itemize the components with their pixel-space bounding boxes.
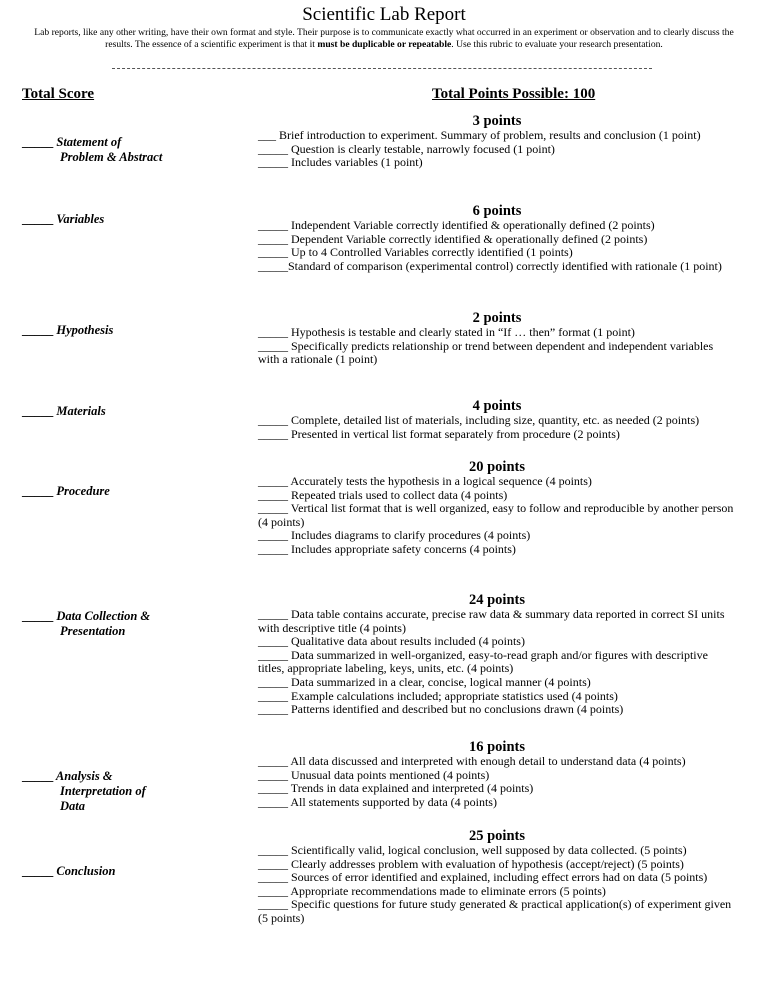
divider	[112, 68, 652, 69]
section-points: 20 points	[468, 459, 525, 475]
criterion-item: _____ Independent Variable correctly identified & operationally defined (2 points)	[258, 218, 655, 232]
score-blank[interactable]: _____	[22, 135, 54, 149]
section-label-line: Presentation	[60, 624, 126, 638]
section-label	[22, 212, 104, 227]
section-label-line: Analysis &	[55, 769, 113, 783]
total-score-heading: Total Score	[22, 86, 95, 102]
criterion-item: _____ Scientifically valid, logical conclusion, well supposed by data collected. (5 points)	[258, 843, 687, 857]
criterion-item: _____ Up to 4 Controlled Variables correctly identified (1 points)	[258, 245, 573, 260]
criterion-item: _____ Sources of error identified and explained, including effect errors had on data (5 points)	[258, 870, 708, 885]
section-label	[22, 404, 106, 419]
criteria-list	[258, 129, 734, 170]
criteria-list	[258, 219, 734, 273]
intro-part: . Use this rubric to evaluate your research presentation.	[451, 39, 663, 50]
criterion-item: _____ Vertical list format that is well organized, easy to follow and reproducible by another person (4 points)	[258, 501, 734, 529]
section-label	[22, 135, 162, 165]
page-title: Scientific Lab Report	[302, 4, 466, 25]
criterion-item: _____ Clearly addresses problem with evaluation of hypothesis (accept/reject) (5 points)	[258, 856, 684, 871]
criteria-list	[258, 755, 734, 809]
intro-part: Lab reports, like any other writing, have their own format and style. Their purpose is to communicate exactly what occurred in an experiment or observation and to clearly discuss the results. The essence of a scientific experiment is that it	[34, 27, 734, 50]
criterion-item: _____ Data summarized in a clear, concise, logical manner (4 points)	[258, 674, 591, 689]
criterion-item: _____ Appropriate recommendations made to eliminate errors (5 points)	[258, 883, 606, 898]
section-points: 24 points	[468, 592, 525, 608]
score-blank[interactable]: _____	[22, 769, 54, 783]
intro-emphasis: must be duplicable or repeatable	[317, 39, 452, 50]
section-label	[22, 769, 146, 814]
criterion-item: _____ Data table contains accurate, precise raw data & summary data reported in correct SI units with descriptive title (4 points)	[258, 607, 725, 635]
section-label-line: Problem & Abstract	[60, 150, 163, 164]
section-points: 3 points	[472, 113, 522, 129]
section-label-line: Procedure	[56, 484, 110, 498]
section-label	[22, 484, 110, 499]
criterion-item: _____ Dependent Variable correctly identified & operationally defined (2 points)	[258, 231, 648, 246]
criterion-item: _____ Presented in vertical list format separately from procedure (2 points)	[258, 426, 620, 441]
score-blank[interactable]: _____	[22, 404, 54, 418]
criterion-item: _____ Complete, detailed list of materials, including size, quantity, etc. as needed (2 points)	[258, 413, 700, 427]
criterion-item: _____ Patterns identified and described but no conclusions drawn (4 points)	[258, 702, 624, 717]
criterion-item: _____ Specific questions for future study generated & practical application(s) of experiment given (5 points)	[258, 897, 732, 925]
criterion-item: _____ Accurately tests the hypothesis in a logical sequence (4 points)	[258, 474, 592, 488]
section-label	[22, 609, 150, 639]
criterion-item: _____ All data discussed and interpreted with enough detail to understand data (4 points)	[258, 754, 686, 768]
criterion-item: _____ Example calculations included; appropriate statistics used (4 points)	[258, 688, 618, 703]
section-label	[22, 323, 113, 338]
section-points: 16 points	[468, 739, 525, 755]
score-blank[interactable]: _____	[22, 212, 54, 226]
criterion-item: _____ Data summarized in well-organized, easy-to-read graph and/or figures with descriptive titles, appropriate labeling, keys, units, etc. (4 points)	[258, 647, 708, 676]
criteria-list	[258, 414, 734, 441]
section-points: 25 points	[468, 828, 525, 844]
criterion-item: _____ Includes variables (1 point)	[258, 155, 423, 170]
criteria-list	[258, 326, 734, 367]
criterion-item: _____ Question is clearly testable, narrowly focused (1 point)	[258, 141, 555, 156]
criterion-item: _____ Hypothesis is testable and clearly stated in “If … then” format (1 point)	[258, 325, 635, 339]
score-blank[interactable]: _____	[22, 323, 54, 337]
criteria-list	[258, 844, 734, 926]
section-points: 2 points	[472, 310, 522, 326]
criterion-item: _____ All statements supported by data (4 points)	[258, 794, 497, 809]
section-label-line: Conclusion	[56, 864, 116, 878]
section-points: 4 points	[472, 398, 522, 414]
section-label-line: Variables	[56, 212, 105, 226]
section-label-line: Data	[60, 799, 85, 813]
score-blank[interactable]: _____	[22, 484, 54, 498]
criterion-item: _____ Includes diagrams to clarify procedures (4 points)	[258, 528, 531, 543]
section-points: 6 points	[472, 203, 522, 219]
section-label-line: Materials	[56, 404, 106, 418]
section-label-line: Statement of	[56, 135, 122, 149]
criterion-item: _____ Unusual data points mentioned (4 points)	[258, 767, 490, 782]
section-label-line: Hypothesis	[56, 323, 114, 337]
score-blank[interactable]: _____	[22, 609, 54, 623]
criteria-list	[258, 608, 734, 717]
total-points-heading: Total Points Possible: 100	[432, 86, 596, 102]
criterion-item: _____ Repeated trials used to collect data (4 points)	[258, 487, 508, 502]
intro-text	[28, 27, 740, 51]
criterion-item: _____ Specifically predicts relationship or trend between dependent and independent variables with a rationale (1 point)	[258, 338, 714, 367]
score-blank[interactable]: _____	[22, 864, 54, 878]
section-label-line: Interpretation of	[60, 784, 146, 798]
criterion-item: _____ Qualitative data about results included (4 points)	[258, 634, 525, 649]
criterion-item: _____ Trends in data explained and interpreted (4 points)	[258, 781, 534, 796]
section-label-line: Data Collection &	[56, 609, 151, 623]
criterion-item: ___ Brief introduction to experiment. Summary of problem, results and conclusion (1 point)	[258, 128, 701, 142]
section-label	[22, 864, 115, 879]
criterion-item: _____ Includes appropriate safety concerns (4 points)	[258, 541, 516, 556]
criterion-item: _____Standard of comparison (experimental control) correctly identified with rationale (1 point)	[258, 258, 722, 273]
criteria-list	[258, 475, 734, 557]
